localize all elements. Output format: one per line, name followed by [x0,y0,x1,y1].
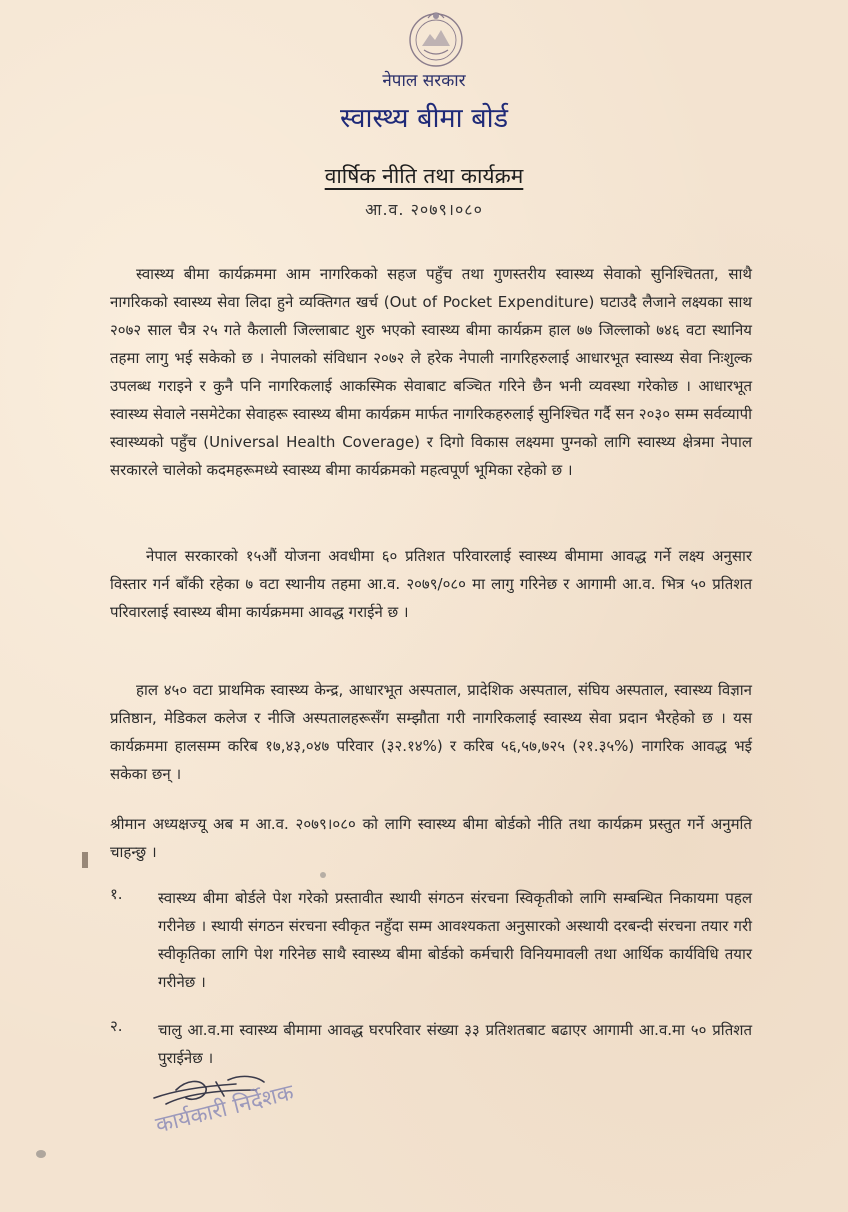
paragraph-intro: स्वास्थ्य बीमा कार्यक्रममा आम नागरिकको सहज पहुँच तथा गुणस्तरीय स्वास्थ्य सेवाको सुनिश्चितता, साथै नागरिकको स्वास्थ्य सेवा लिदा हुने व्यक्तिगत खर्च (Out of Pocket Expenditure) घटाउदै लैजाने लक्ष्यका साथ २०७२ साल चैत्र २५ गते कैलाली जिल्लाबाट शुरु भएको स्वास्थ्य बीमा कार्यक्रम हाल ७७ जिल्लाको ७४६ वटा स्थानिय तहमा लागु भई सकेको छ । नेपालको संविधान २०७२ ले हरेक नेपाली नागरिहरुलाई आधारभूत स्वास्थ्य सेवा निःशुल्क उपलब्ध गराइने र कुनै पनि नागरिकलाई आकस्मिक सेवाबाट बञ्चित गरिने छैन भनी व्यवस्था गरेकोछ । आधारभूत स्वास्थ्य सेवाले नसमेटेका सेवाहरू स्वास्थ्य बीमा कार्यक्रम मार्फत नागरिकहरुलाई सुनिश्चित गर्दै सन २०३० सम्म सर्वव्यापी स्वास्थ्यको पहुँच (Universal Health Coverage) र दिगो विकास लक्ष्यमा पुग्नको लागि स्वास्थ्य क्षेत्रमा नेपाल सरकारले चालेको कदमहरूमध्ये स्वास्थ्य बीमा कार्यक्रमको महत्वपूर्ण भूमिका रहेको छ । [110,265,752,479]
paragraph-status: हाल ४५० वटा प्राथमिक स्वास्थ्य केन्द्र, आधारभूत अस्पताल, प्रादेशिक अस्पताल, संघिय अस्पताल, स्वास्थ्य विज्ञान प्रतिष्ठान, मेडिकल कलेज र नीजि अस्पतालहरूसँग सम्झौता गरी नागरिकलाई स्वास्थ्य सेवा प्रदान भैरहेको छ । यस कार्यक्रममा हालसम्म करिब १७,४३,०४७ परिवार (३२.१४%) र करिब ५६,५७,७२५ (२१.३५%) नागरिक आवद्ध भई सकेका छन् । [110,681,752,783]
organization-name: स्वास्थ्य बीमा बोर्ड [339,103,509,134]
paper-speck [320,872,326,878]
nepal-government-emblem-icon [404,6,468,70]
paragraph-target: नेपाल सरकारको १५औं योजना अवधीमा ६० प्रतिशत परिवारलाई स्वास्थ्य बीमामा आवद्ध गर्ने लक्ष्य अनुसार विस्तार गर्न बाँकी रहेका ७ वटा स्थानीय तहमा आ.व. २०७९/०८० मा लागु गरिनेछ र आगामी आ.व. भित्र ५० प्रतिशत परिवारलाई स्वास्थ्य बीमा कार्यक्रममा आवद्ध गराईने छ । [110,547,752,621]
paper-speck [36,1150,46,1158]
paragraph-request: श्रीमान अध्यक्षज्यू अब म आ.व. २०७९।०८० को लागि स्वास्थ्य बीमा बोर्डको नीति तथा कार्यक्रम प्रस्तुत गर्ने अनुमति चाहन्छु । [110,815,752,861]
list-item-text: चालु आ.व.मा स्वास्थ्य बीमामा आवद्ध घरपरिवार संख्या ३३ प्रतिशतबाट बढाएर आगामी आ.व.मा ५० प्रतिशत पुराईनेछ । [158,1021,752,1067]
list-item-number: २. [110,1017,123,1035]
document-title: वार्षिक नीति तथा कार्यक्रम [324,164,524,188]
designation-stamp: कार्यकारी निर्देशक [153,1080,297,1139]
paper-speck [82,852,88,868]
fiscal-year: आ.व. २०७९।०८० [365,200,483,219]
government-name: नेपाल सरकार [382,71,466,91]
list-item-text: स्वास्थ्य बीमा बोर्डले पेश गरेको प्रस्तावीत स्थायी संगठन संरचना स्विकृतीको लागि सम्बन्धित निकायमा पहल गरीनेछ । स्थायी संगठन संरचना स्वीकृत नहुँदा सम्म आवश्यकता अनुसारको अस्थायी दरबन्दी संरचना तयार गरी स्वीकृतिका लागि पेश गरिनेछ साथै स्वास्थ्य बीमा बोर्डको कर्मचारी विनियमावली तथा आर्थिक कार्यविधि तयार गरीनेछ । [158,889,752,991]
list-item-number: १. [110,885,123,903]
